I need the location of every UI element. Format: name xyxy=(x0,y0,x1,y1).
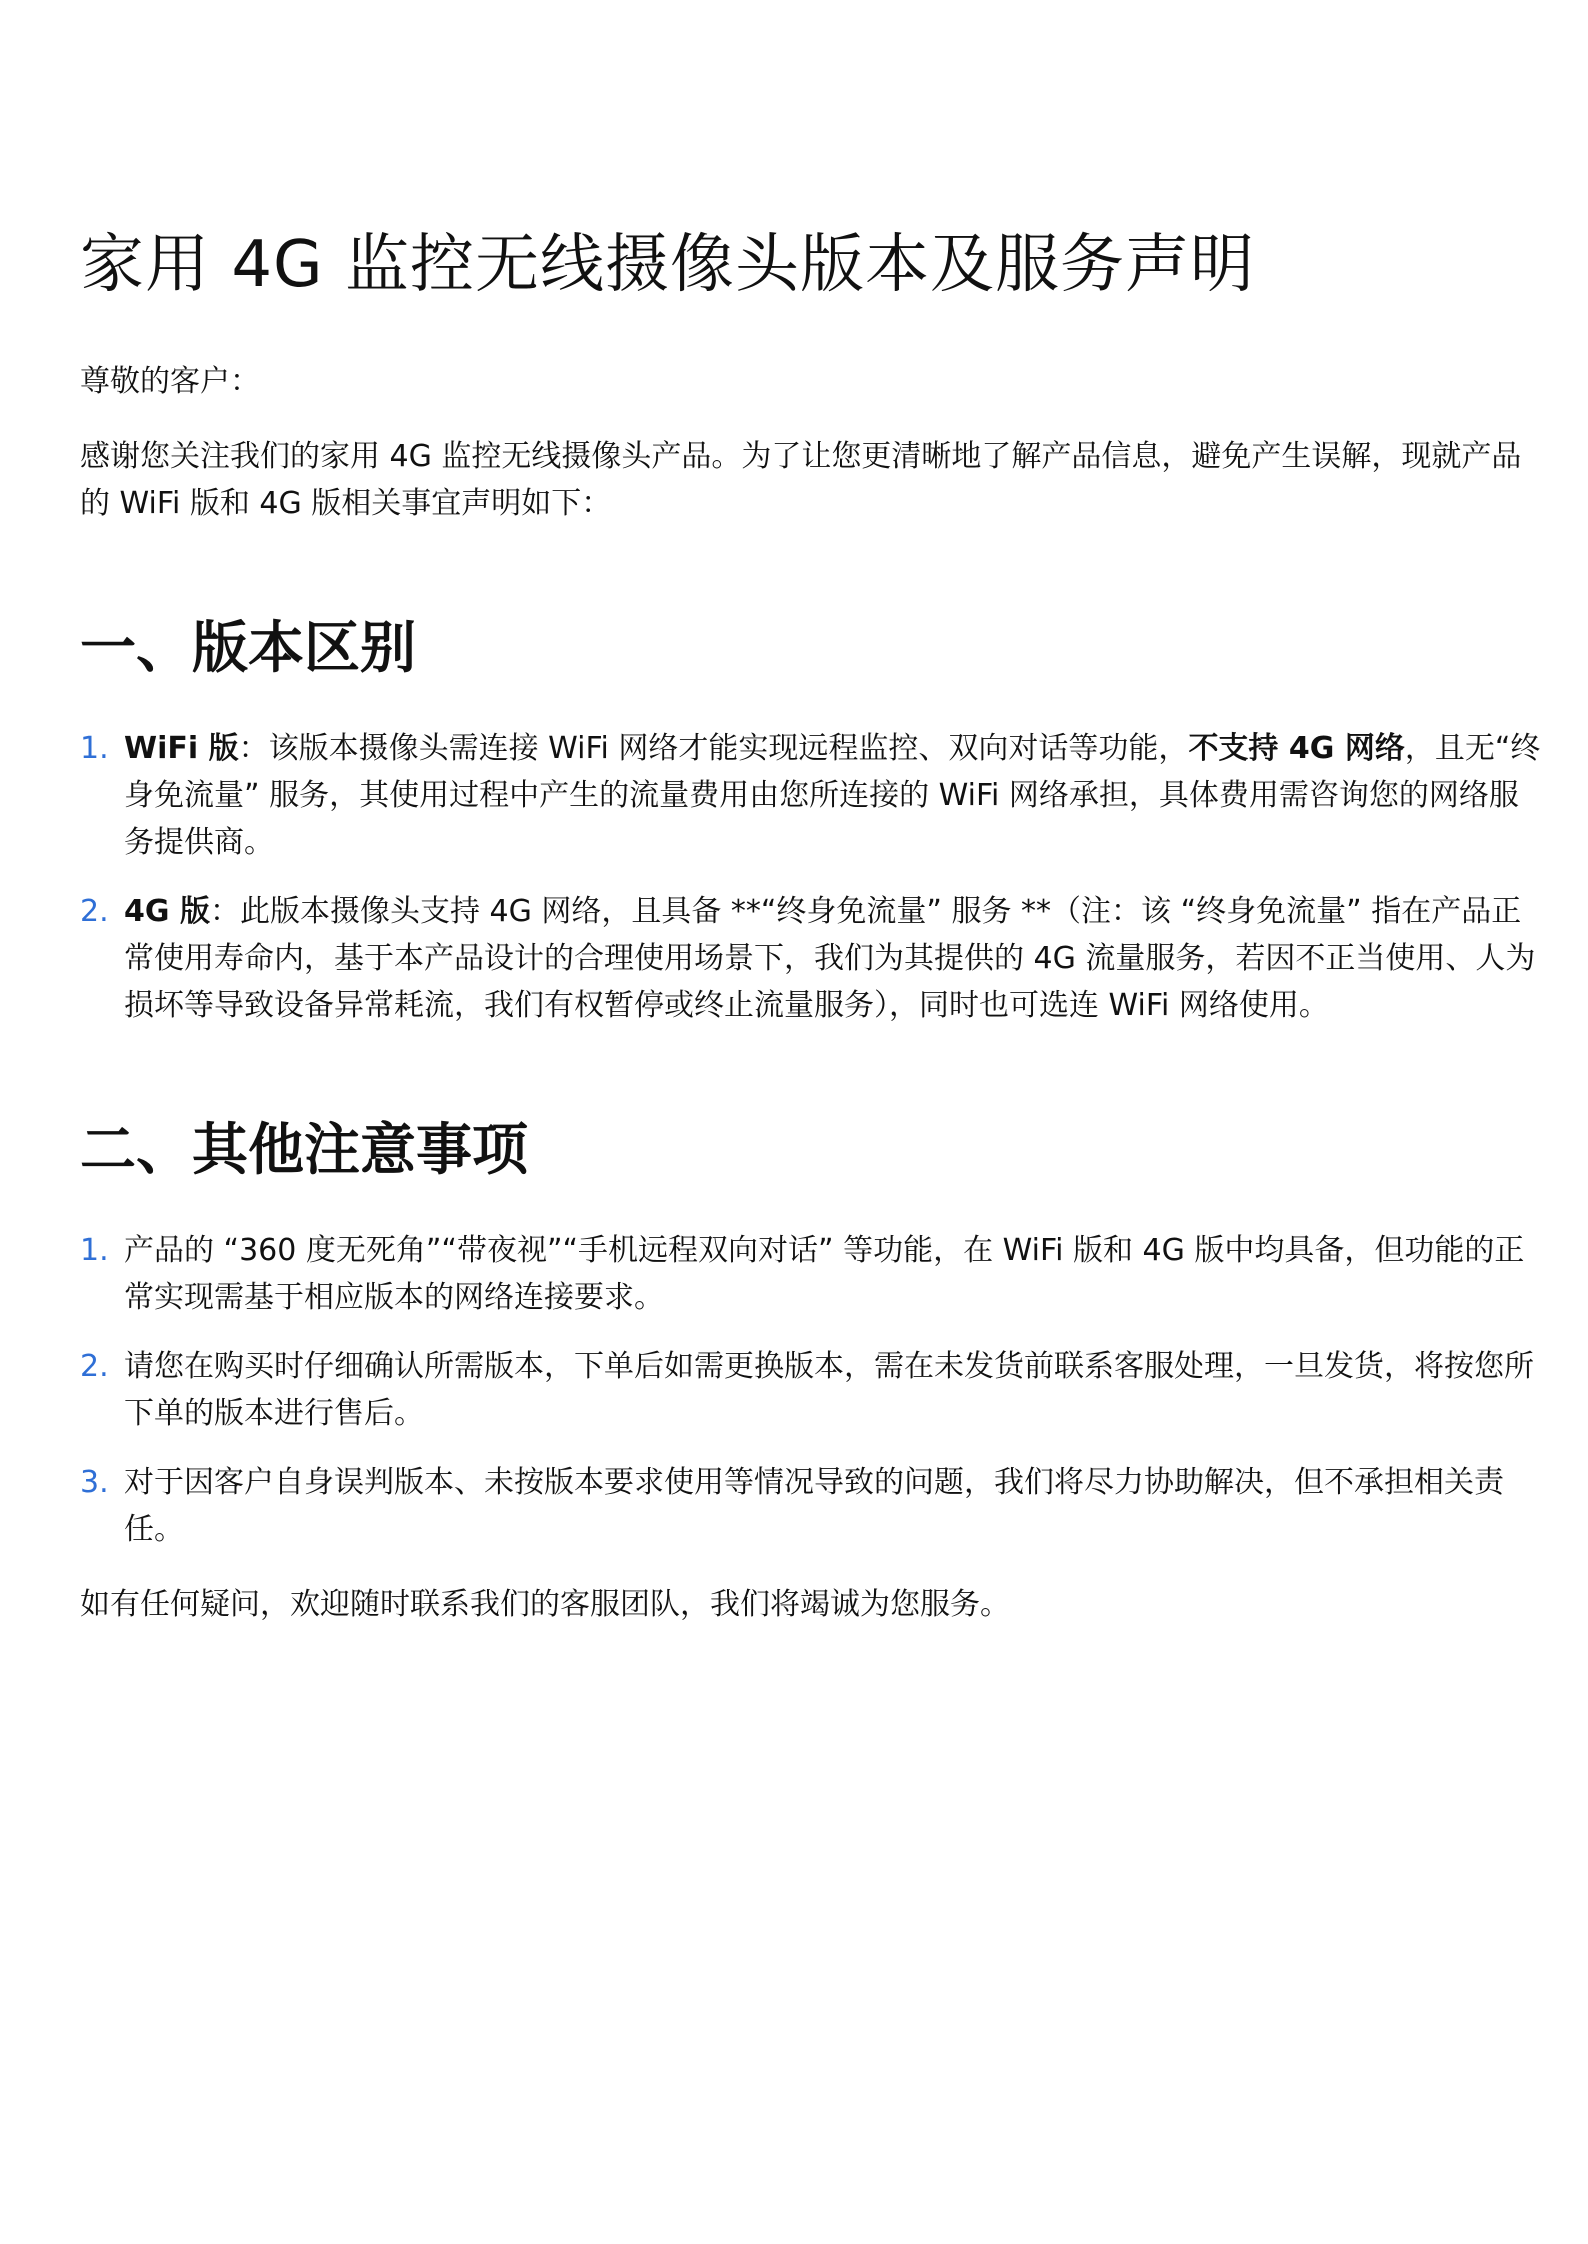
list-number: 2. xyxy=(80,894,109,929)
list-item-text: 对于因客户自身误判版本、未按版本要求使用等情况导致的问题，我们将尽力协助解决，但不承担相关责任。 xyxy=(124,1465,1504,1547)
4g-version-label: 4G 版 xyxy=(124,894,210,929)
wifi-version-text-a: ：该版本摄像头需连接 WiFi 网络才能实现远程监控、双向对话等功能， xyxy=(238,731,1189,766)
list-item-wifi-version xyxy=(80,725,1548,866)
no-4g-support-emphasis: 不支持 4G 网络 xyxy=(1188,731,1405,766)
4g-version-text: ：此版本摄像头支持 4G 网络，且具备 **“终身免流量” 服务 **（注：该 “终身免流量” 指在产品正常使用寿命内，基于本产品设计的合理使用场景下，我们为其提供的 4G 流量服务，若因不正当使用、人为损坏等导致设备异常耗流，我们有权暂停或终止流量服务），同时也可选连 WiFi 网络使用。 xyxy=(124,894,1536,1023)
list-item-text: 请您在购买时仔细确认所需版本，下单后如需更换版本，需在未发货前联系客服处理，一旦发货，将按您所下单的版本进行售后。 xyxy=(124,1349,1534,1431)
wifi-version-label: WiFi 版 xyxy=(124,731,239,766)
list-item-liability xyxy=(80,1459,1548,1553)
other-notes-list xyxy=(80,1227,1548,1553)
section-title-version-difference: 一、版本区别 xyxy=(80,616,416,681)
version-difference-list xyxy=(80,725,1548,1029)
list-number: 1. xyxy=(80,1233,109,1268)
list-item-4g-version xyxy=(80,888,1548,1029)
list-item-features xyxy=(80,1227,1548,1321)
closing-paragraph: 如有任何疑问，欢迎随时联系我们的客服团队，我们将竭诚为您服务。 xyxy=(80,1587,1010,1622)
list-number: 1. xyxy=(80,731,109,766)
section-title-other-notes: 二、其他注意事项 xyxy=(80,1118,528,1183)
list-number: 3. xyxy=(80,1465,109,1500)
list-number: 2. xyxy=(80,1349,109,1384)
intro-paragraph: 感谢您关注我们的家用 4G 监控无线摄像头产品。为了让您更清晰地了解产品信息，避免产生误解，现就产品的 WiFi 版和 4G 版相关事宜声明如下： xyxy=(80,439,1522,521)
list-item-confirm-version xyxy=(80,1343,1548,1437)
wifi-version-text-b: ，且无“终身免流量” 服务，其使用过程中产生的流量费用由您所连接的 WiFi 网络承担，具体费用需咨询您的网络服务提供商。 xyxy=(124,731,1541,860)
list-item-text: 产品的 “360 度无死角”“带夜视”“手机远程双向对话” 等功能，在 WiFi 版和 4G 版中均具备，但功能的正常实现需基于相应版本的网络连接要求。 xyxy=(124,1233,1525,1315)
document-title: 家用 4G 监控无线摄像头版本及服务声明 xyxy=(80,228,1255,302)
greeting: 尊敬的客户： xyxy=(80,364,260,399)
